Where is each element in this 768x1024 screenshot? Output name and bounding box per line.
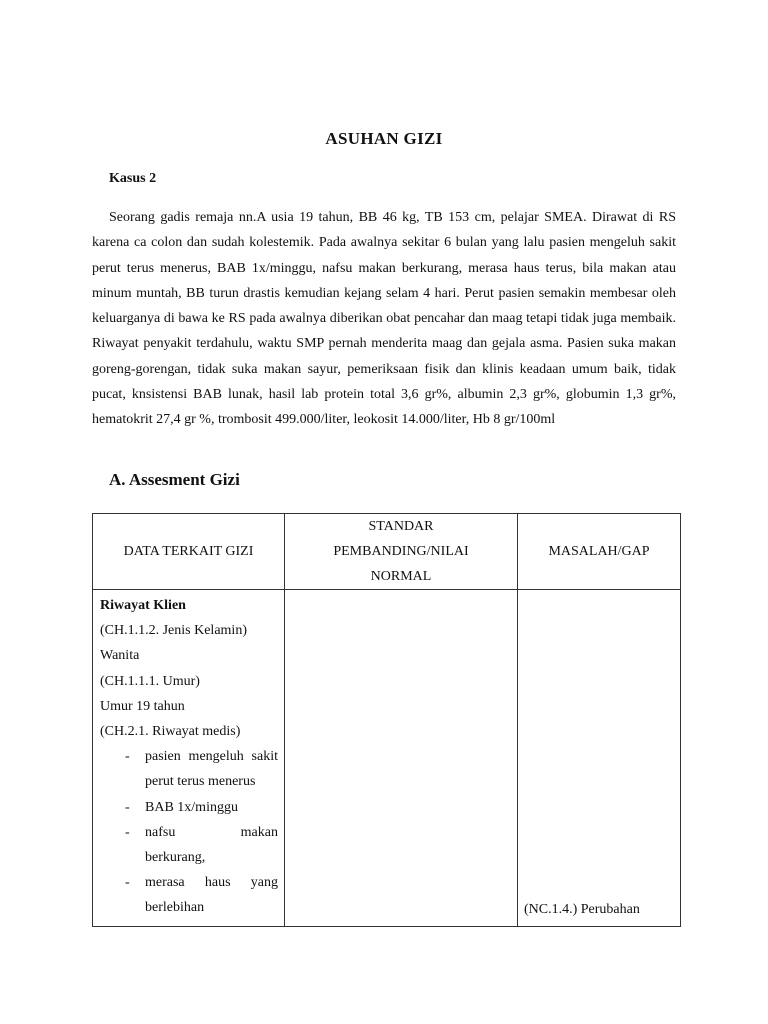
masalah-text: (NC.1.4.) Perubahan <box>524 902 640 917</box>
header-data-terkait-gizi: DATA TERKAIT GIZI <box>93 514 285 590</box>
table-header-row <box>93 514 681 590</box>
case-label: Kasus 2 <box>109 171 157 186</box>
list-item: Umur 19 tahun <box>100 698 185 714</box>
riwayat-klien-heading: Riwayat Klien <box>100 598 186 613</box>
table-row <box>93 590 681 927</box>
header-standar-pembanding: STANDAR PEMBANDING/NILAI NORMAL <box>285 514 518 590</box>
list-item: (CH.2.1. Riwayat medis) <box>100 724 241 740</box>
cell-masalah-gap <box>518 590 681 927</box>
dash-bullet-icon: - <box>125 824 130 840</box>
header-masalah-gap: MASALAH/GAP <box>518 514 681 590</box>
dash-bullet-icon: - <box>125 875 130 891</box>
list-item: (CH.1.1.2. Jenis Kelamin) <box>100 623 247 639</box>
dash-bullet-icon: - <box>125 799 130 815</box>
bullet-item: - nafsu makan berkurang, <box>100 820 278 870</box>
bullet-item: - merasa haus yang berlebihan <box>100 870 278 920</box>
cell-standar-pembanding <box>285 590 518 927</box>
list-item: Wanita <box>100 648 140 664</box>
document-title: ASUHAN GIZI <box>325 129 443 148</box>
bullet-item: - BAB 1x/minggu <box>100 795 278 820</box>
section-heading: A. Assesment Gizi <box>109 470 240 489</box>
medical-history-list <box>100 744 278 920</box>
assessment-table <box>92 513 681 927</box>
case-paragraph: Seorang gadis remaja nn.A usia 19 tahun, BB 46 kg, TB 153 cm, pelajar SMEA. Dirawat di RS karena ca colon dan sudah kolestemik. Pada awalnya sekitar 6 bulan yang lalu pasien mengeluh sakit perut terus menerus, BAB 1x/minggu, nafsu makan berkurang, merasa haus terus, bila makan atau minum muntah, BB turun drastis kemudian kejang selam 4 hari. Perut pasien semakin membesar oleh keluarganya di bawa ke RS pada awalnya diberikan obat pencahar dan maag tetapi tidak juga membaik. Riwayat penyakit terdahulu, waktu SMP pernah menderita maag dan gejala asma. Pasien suka makan goreng-gorengan, tidak suka makan sayur, pemeriksaan fisik dan klinis keadaan umum baik, tidak pucat, knsistensi BAB lunak, hasil lab protein total 3,6 gr%, albumin 2,3 gr%, globumin 1,3 gr%, hematokrit 27,4 gr %, trombosit 499.000/liter, leokosit 14.000/liter, Hb 8 gr/100ml <box>92 210 676 428</box>
bullet-item: - pasien mengeluh sakit perut terus menerus <box>100 744 278 794</box>
list-item: (CH.1.1.1. Umur) <box>100 673 200 689</box>
dash-bullet-icon: - <box>125 749 130 765</box>
cell-data-terkait-gizi <box>93 590 285 927</box>
